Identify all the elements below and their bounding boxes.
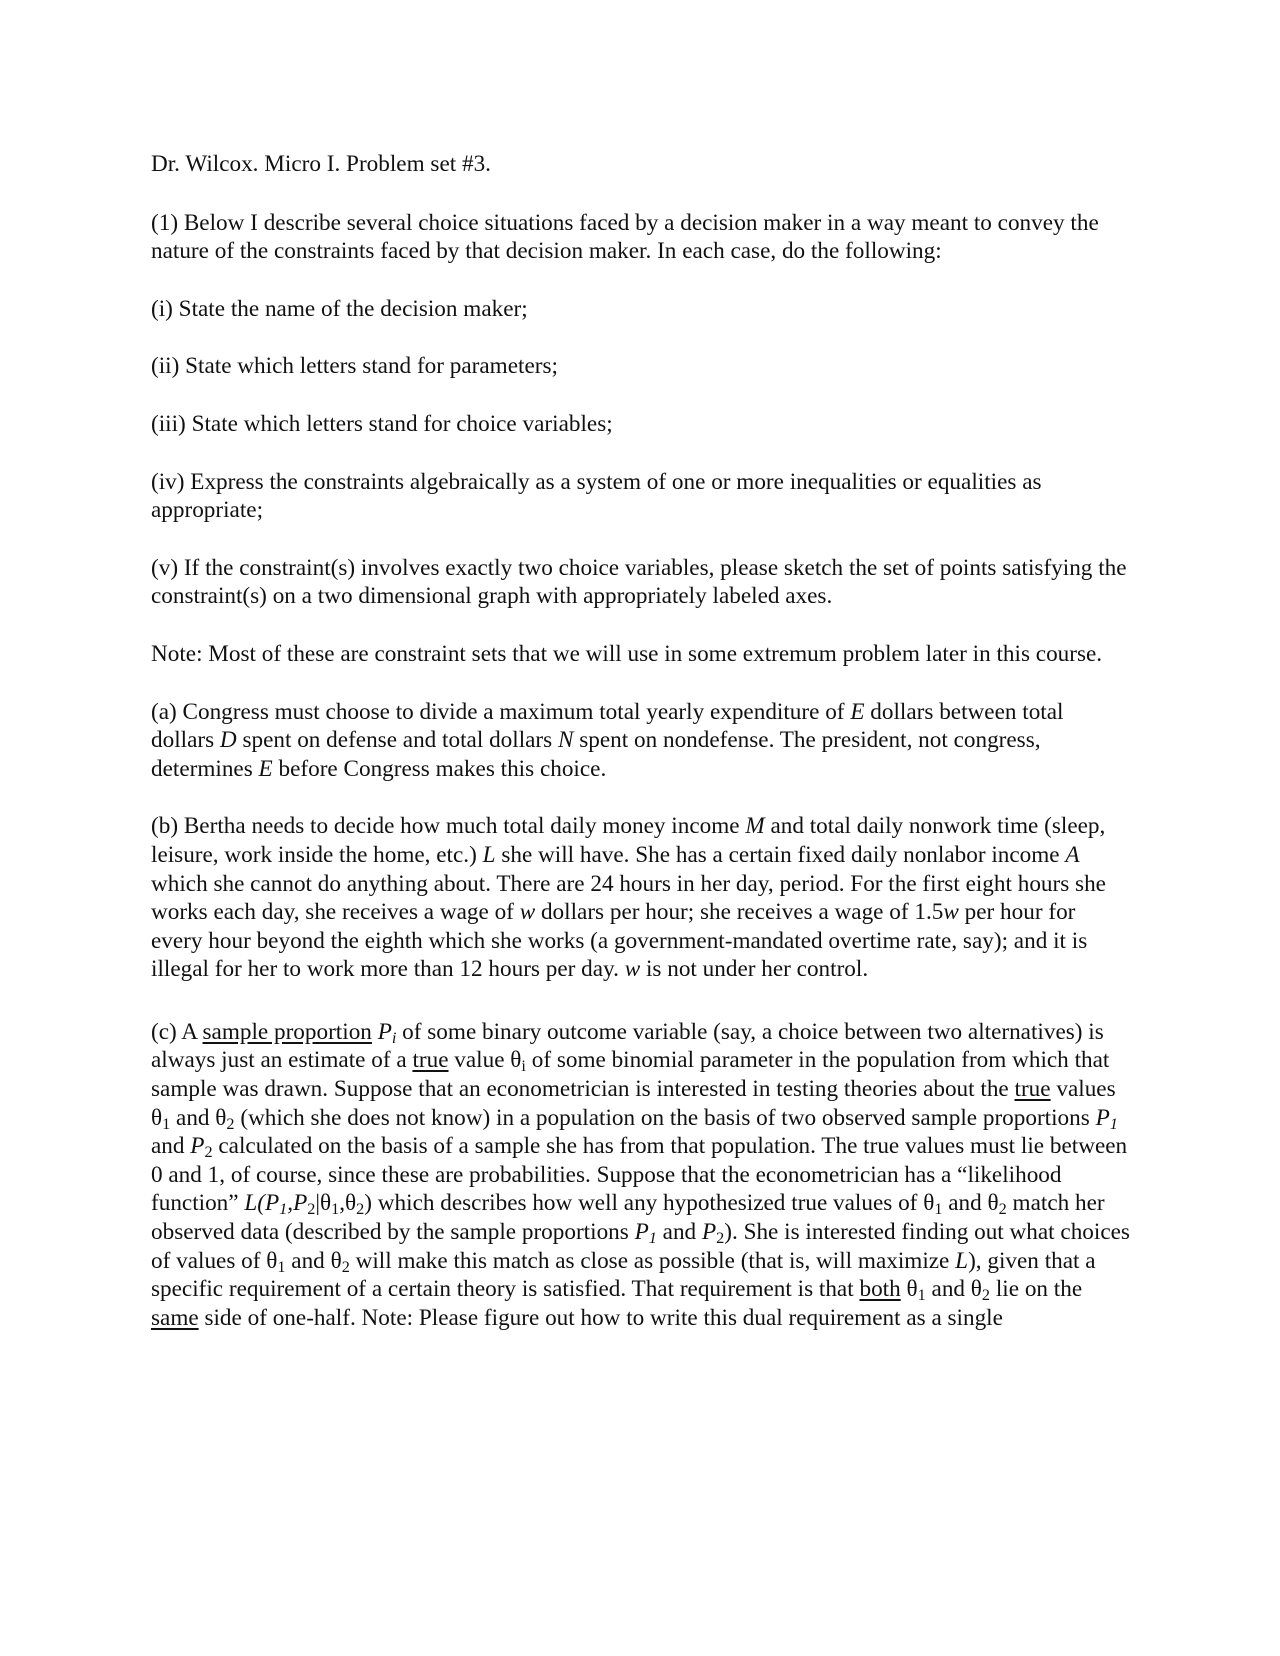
underlined-term: sample proportion — [202, 1018, 372, 1045]
task-iii: (iii) State which letters stand for choice variables; — [151, 410, 613, 437]
underlined-term: true — [1014, 1076, 1051, 1103]
note-paragraph: Note: Most of these are constraint sets that we will use in some extremum problem later in this course. — [151, 640, 1103, 667]
question-1-intro: (1) Below I describe several choice situations faced by a decision maker in a way meant to convey the nature of the constraints faced by that decision maker. In each case, do the following: — [151, 209, 1099, 265]
underlined-term: same — [151, 1304, 199, 1331]
underlined-term: both — [859, 1276, 901, 1303]
underlined-term: true — [412, 1047, 449, 1074]
problem-a: (a) Congress must choose to divide a maximum total yearly expenditure of E dollars between total dollars D spent on defense and total dollars N spent on nondefense. The president, not congress, determines E before Congress makes this choice. — [151, 698, 1064, 782]
problem-c: (c) A sample proportion $P_i$ of some binary outcome variable (say, a choice between two alternatives) is always just an estimate of a true value $\theta_i$ of some binomial parameter in the population from which that sample was drawn. Suppose that an econometrician is interested in testing theories about the true values $\theta_1$ and $\theta_2$ (which she does not know) in a population on the basis of two observed sample proportions $P_1$ and $P_2$ calculated on the basis of a sample she has from that population. The true values must lie between 0 and 1, of course, since these are probabilities. Suppose that the econometrician has a “likelihood function” $L(P_1,P_2|\theta_1,\theta_2)$ which describes how well any hypothesized true values of $\theta_1$ and $\theta_2$ match her observed data (described by the sample proportions $P_1$ and $P_2$). She is interested finding out what choices of values of $\theta_1$ and $\theta_2$ will make this match as close as possible (that is, will maximize L), given that a specific requirement of a certain theory is satisfied. That requirement is that both $\theta_1$ and $\theta_2$ lie on the same side of one-half. Note: Please figure out how to write this dual requirement as a single — [151, 1018, 1130, 1331]
task-i: (i) State the name of the decision maker; — [151, 295, 528, 322]
document-body — [151, 150, 1131, 1361]
task-iv: (iv) Express the constraints algebraically as a system of one or more inequalities or equalities as appropriate; — [151, 468, 1042, 524]
page-title: Dr. Wilcox. Micro I. Problem set #3. — [151, 151, 491, 177]
task-v: (v) If the constraint(s) involves exactly two choice variables, please sketch the set of points satisfying the constraint(s) on a two dimensional graph with appropriately labeled axes. — [151, 554, 1127, 610]
problem-b: (b) Bertha needs to decide how much total daily money income M and total daily nonwork time (sleep, leisure, work inside the home, etc.) L she will have. She has a certain fixed daily nonlabor income A which she cannot do anything about. There are 24 hours in her day, period. For the first eight hours she works each day, she receives a wage of w dollars per hour; she receives a wage of 1.5w per hour for every hour beyond the eighth which she works (a government-mandated overtime rate, say); and it is illegal for her to work more than 12 hours per day. w is not under her control. — [151, 813, 1106, 983]
task-ii: (ii) State which letters stand for parameters; — [151, 353, 558, 380]
